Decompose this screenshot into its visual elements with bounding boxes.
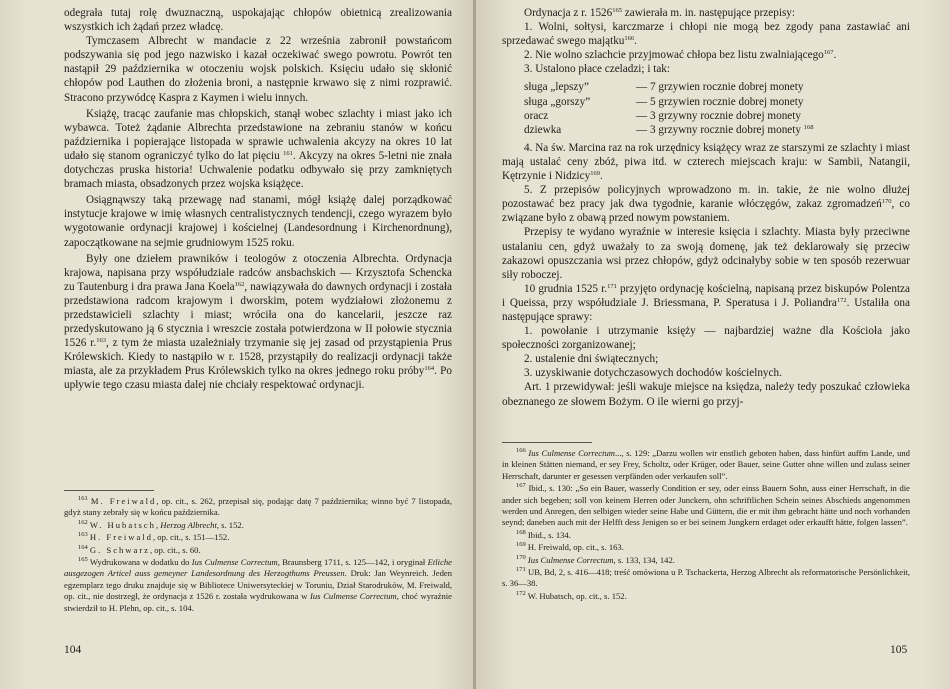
footnote: $^{172}$ W. Hubatsch, op. cit., s. 152. (516, 589, 627, 601)
footnote: $^{169}$ H. Freiwald, op. cit., s. 163. (516, 541, 624, 553)
page-number: 104 (64, 644, 82, 656)
footnote: $^{161}$ M. Freiwald, op. cit., s. 262, przepisał się, podając datę 7 października; winno być 7 listopada, gdyż stany zebrały się w końcu października. (64, 495, 452, 518)
footnote: $^{166}$ Ius Culmense Correctum..., s. 129: „Darzu wollen wir enstlich geboten haben, dass hinfürt auffm Lande, und in kleinen Stätten niemand, er sey Frey, Scholtz, oder Krüger, oder Bauer, seine Gutter ohne willen und zulass seiner Herrschaft, darunter er gesessen verpfänden oder verkaufen soll”. (502, 447, 910, 481)
paragraph: Były one dziełem prawników i teologów z otoczenia Albrechta. Ordynacja krajowa, napisana przy współudziale radców ansbachskich — Krzysztofa Schencka zu Tautenburg i dra prawa Jana Koela$^{162}$, nawiązywała do dawnych ordynacji i została przedstawiona radcom krajowym i dworskim, potem wydziałowi złożonemu z przedstawicieli szlachty i miast; wróciła ona do kancelarii, jeszcze raz przedyskutowano ją 6 stycznia i wreszcie została potwierdzona w II połowie stycznia 1526 r.$^{163}$, z tym że miasta uzależniały trzymanie się jej zasad od przystąpienia Prus Królewskich. Kiedy to nastąpiło w r. 1528, przystąpiły do realizacji ordynacji także miasta, ale za przykładem Prus Królewskich tylko na okres jednego roku próby$^{164}$. Po upływie tego czasu miasta dalej nie chciały respektować ordynacji. (64, 252, 453, 392)
list-item: 3. uzyskiwanie dotychczasowych dochodów kościelnych. (524, 367, 782, 380)
paragraph: Osiągnąwszy taką przewagę nad stanami, mógł książę dalej porządkować instytucje krajowe w imię własnych centralistycznych tendencji, czego wyrazem było wygotowanie ordynacji krajowej i kościelnej (Landesordnung i Kirchenordnung), zapoczątkowane na sejmie grudniowym 1525 roku. (64, 194, 452, 249)
paragraph: Przepisy te wydano wyraźnie w interesie księcia i szlachty. Miasta były przeciwne ustalaniu cen, gdyż uważały to za swoją domenę, jak też deklarowały się przeciw zakazowi opuszczania wsi przez chłopów, gdyż odcinałyby sobie w ten sposób rezerwuar siły roboczej. (502, 226, 910, 281)
footnote: $^{168}$ Ibid., s. 134. (516, 528, 571, 540)
footnote: $^{165}$ Wydrukowana w dodatku do Ius Culmense Correctum, Braunsberg 1711, s. 125—142, i oryginał Etliche ausgezogen Articel auss gemeyner Landesordnung des Herzogthums Preussen. Druk: Jan Weynreich. Jeden egzemplarz tego druku znajduje się w Bibliotece Uniwersyteckiej w Toruniu, Dział Starodruków, M. Freiwald, op. cit., nie dostrzegł, że ordynacja z 1526 r. została wydrukowana w Ius Culmense Correctum, choć wyraźnie stwierdził to H. Plehn, op. cit., s. 104. (64, 556, 453, 613)
paragraph: odegrała tutaj rolę dwuznaczną, uspokajając chłopów obietnicą zrealizowania wszystkich ich żądań przez władcę. (64, 7, 452, 34)
paragraph: Art. 1 przewidywał: jeśli wakuje miejsce na księdza, należy tedy poszukać człowieka obeznanego ze słowem Bożym. O ile wierni go przyj- (502, 381, 910, 408)
paragraph: 10 grudnia 1525 r.$^{171}$ przyjęto ordynację kościelną, napisaną przez biskupów Polentza i Queissa, przy współudziale J. Briessmana, P. Speratusa i J. Poliandra$^{172}$. Ustaliła ona następujące sprawy: (502, 282, 910, 323)
list-item: 2. Nie wolno szlachcie przyjmować chłopa bez listu zwalniającego$^{167}$. (524, 49, 837, 62)
wage-row: dziewka — 3 grzywny rocznie dobrej monety $^{168}$ (524, 123, 814, 136)
right-page-body (502, 6, 910, 409)
footnote-ref: 162 (234, 280, 245, 288)
footnote-ref: 161 (283, 149, 293, 157)
left-footnotes (64, 496, 452, 615)
footnote: $^{164}$ G. Schwarz, op. cit., s. 60. (78, 543, 201, 555)
page-number: 105 (890, 644, 908, 656)
list-item: 1. powołanie i utrzymanie księży — najbardziej ważne dla Kościoła jako społeczności zorganizowanej; (502, 325, 910, 352)
footnote-ref: 164 (424, 365, 435, 373)
wage-row: oracz — 3 grzywny rocznie dobrej monety (524, 109, 801, 122)
right-page (476, 0, 950, 689)
left-page-body (64, 6, 452, 393)
footnote: $^{163}$ H. Freiwald, op. cit., s. 151—152. (78, 531, 230, 543)
wage-row: sługa „lepszy” — 7 grzywien rocznie dobrej monety (524, 81, 804, 94)
footnote: $^{167}$ Ibid., s. 130: „So ein Bauer, wasserly Condition er sey, oder einss Bauern Sohn, auss einer Herrschaft, in die ander sich begeben; soll von keinem Herren oder Junckern, ohn schriftlichen Schein seines Abschieds angenommen werden und Anregen, den selbigen wieder seine Habe und Güttern, die er mit ihm gebracht hätte und noch vorhanden seynd; daneben auch mit der Helfft dess Jenigen so er bei seinem Jungkern erdaget oder erkaufft hätte, folgen lassen”. (502, 482, 910, 528)
footnote: $^{162}$ W. Hubatsch, Herzog Albrecht, s. 152. (78, 518, 244, 530)
footnote: $^{171}$ UB, Bd, 2, s. 416—418; treść omówiona u P. Tschackerta, Herzog Albrecht als reformatorische Persönlichkeit, s. 36—38. (502, 566, 910, 589)
list-item: 1. Wolni, sołtysi, karczmarze i chłopi nie mogą bez zgody pana zastawiać ani sprzedawać swego majątku$^{166}$. (502, 21, 910, 48)
footnote: $^{170}$ Ius Culmense Correctum, s. 133, 134, 142. (516, 553, 675, 565)
paragraph: Tymczasem Albrecht w mandacie z 22 września zabronił powstańcom podszywania się pod jego nazwisko i kazał oczekiwać swego powrotu. Powrót ten nastąpił 29 października w otoczeniu wojsk polskich. Księciu udało się skłonić chłopów pod Lauthen do złożenia broni, a następnie krwawo się z nimi rozprawić. Stracono przywódcę Kaspra z Kaymen i wielu innych. (64, 35, 452, 104)
footnote-rule (64, 490, 154, 491)
left-page (0, 0, 474, 689)
paragraph: 5. Z przepisów policyjnych wprowadzono m. in. takie, że nie wolno dłużej pozostawać bez pracy jak dwa tygodnie, karanie włóczęgów, zakaz zgromadzeń$^{170}$, co związane było z obawą przed nowym powstaniem. (502, 184, 910, 225)
paragraph: Książę, tracąc zaufanie mas chłopskich, stanął wobec szlachty i miast jako ich wybawca. Toteż żądanie Albrechta przedstawione na zebraniu stanów w końcu października i popierające listopada w sprawie uchwalenia akcyzy na okres 10 lat udało się stanom ograniczyć tylko do lat pięciu $^{161}$. Akcyzy na okres 5-letni nie znała dotychczas pruska historia! Uchwalenie podatku odbywało się przy zamkniętych bramach miasta, obsadzonych przez wojska książęce. (64, 107, 452, 191)
footnote-rule (502, 442, 592, 443)
right-footnotes (502, 448, 910, 603)
wage-row: sługa „gorszy” — 5 grzywien rocznie dobrej monety (524, 95, 804, 108)
footnote-ref: 163 (96, 337, 106, 345)
paragraph: 4. Na św. Marcina raz na rok urzędnicy książęcy wraz ze starszymi ze szlachty i miast mają ustalać ceny zbóż, piwa itd. w czterech miejscach kraju: w Sambii, Natangii, Kętrzynie i Nidzicy$^{169}$. (502, 141, 910, 183)
wage-table (524, 80, 910, 136)
list-item: 3. Ustalono płace czeladzi; i tak: (524, 63, 671, 76)
list-item: 2. ustalenie dni świątecznych; (524, 353, 659, 366)
paragraph: Ordynacja z r. 1526$^{165}$ zawierała m. in. następujące przepisy: (524, 7, 796, 19)
